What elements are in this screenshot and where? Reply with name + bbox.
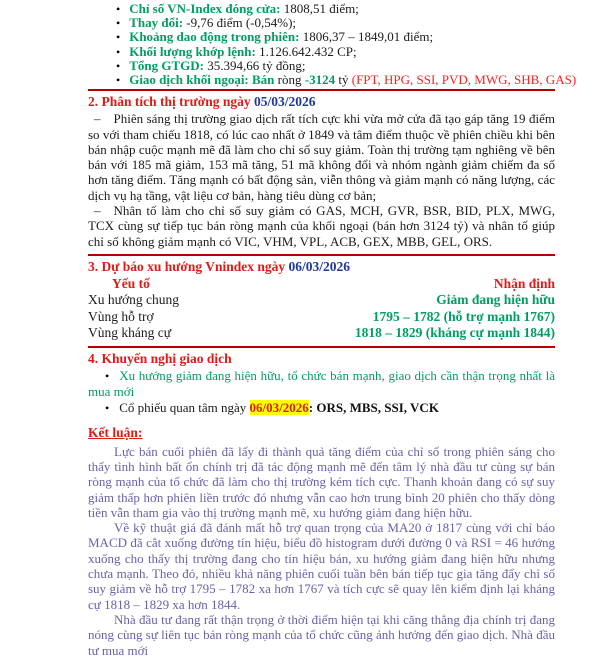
bullet-icon: • [116,44,121,59]
watchlist-date-highlight: 06/03/2026 [249,400,309,416]
table-row [88,325,555,342]
conclusion-heading: Kết luận: [88,424,143,440]
market-summary-list [88,1,577,88]
section4-heading [88,351,555,367]
foreign-net-value: -3124 [304,72,336,88]
section-divider [88,254,555,256]
watchlist-prefix: Cổ phiếu quan tâm ngày [119,400,250,416]
column-header-factor: Yếu tố [112,275,150,291]
summary-item-gtgd [116,59,555,73]
section2-title: 2. Phân tích thị trường ngày [88,94,254,110]
bullet-icon: • [116,2,121,16]
factor-cell: Vùng kháng cự [88,325,172,341]
assessment-cell: Giảm đang hiện hữu [436,292,555,308]
summary-item-range [116,30,555,44]
summary-label: Khoảng dao động trong phiên: [129,29,300,45]
bullet-icon: • [116,73,121,88]
summary-value: -9,76 điểm (-0,54%); [183,15,297,31]
bullet-icon: • [116,58,121,73]
summary-label: Giao dịch khối ngoại: Bán [129,72,275,88]
section3-heading [88,259,555,275]
summary-label: Khối lượng khớp lệnh: [129,43,256,59]
summary-label: Thay đổi: [129,15,184,31]
summary-item-foreign [116,72,577,88]
table-row [88,309,555,326]
summary-value: tỷ [335,72,352,88]
section-divider [88,89,555,91]
section2-date: 05/03/2026 [253,94,316,110]
assessment-cell: 1795 – 1782 (hỗ trợ mạnh 1767) [372,308,555,324]
summary-item-close [116,2,555,16]
bullet-icon: • [116,30,121,45]
recommendation-bullet-2 [88,400,555,417]
recommendation-bullet-1 [88,368,555,400]
analysis-paragraph-2: – Nhân tố làm cho chỉ số suy giảm có GAS, MCH, GVR, BSR, BID, PLX, MWG, TCX cùng sự tiếp tục bán ròng mạnh của khối ngoại (bán hơn 3124 tỷ) và nhân tố giúp chỉ số không giảm mạnh có VIC, VHM, VPL, ACB, GEX, MBB, GEL, ORS. [88,203,555,249]
section2-heading [88,94,555,110]
section3-date: 06/03/2026 [288,258,351,274]
watchlist-tickers: : ORS, MBS, SSI, VCK [308,400,439,416]
section-divider [88,346,555,348]
summary-label: Tổng GTGD: [129,57,204,73]
conclusion-paragraph-2: Về kỹ thuật giá đã đánh mất hỗ trợ quan trọng của MA20 ở 1817 cùng với chỉ báo MACD đã cắt xuống đường tín hiệu, biểu đồ histogram dưới đường 0 và RSI = 46 hướng xuống cho thấy thị trường đang cho tín hiệu bán, xu hướng giảm đang hiện hữu nhưng chưa mạnh. Theo đó, nhiều khả năng phiên cuối tuần bên bán tiếp tục gia tăng đẩy chỉ số suy giảm về hỗ trợ 1795 – 1782 xa hơn 1767 và tích cực sẽ quay lên kiểm định lại kháng cự 1818 – 1829 xa hơn 1844. [88,520,555,612]
summary-label: Chỉ số VN-Index đóng cửa: [129,1,281,16]
assessment-cell: 1818 – 1829 (kháng cự mạnh 1844) [354,325,555,341]
section4-title: 4. Khuyến nghị giao dịch [88,350,232,366]
conclusion-paragraph-1: Lực bán cuối phiên đã lấy đi thành quả tăng điểm của chỉ số trong phiên sáng cho thấy tình hình bất ổn chính trị đã tác động mạnh mẽ đến tâm lý nhà đầu tư cùng sự bán ròng mạnh của tổ chức đã làm cho thị trường kém tích cực. Thanh khoản đang có sự suy giảm thấp hơn phiên liền trước đó nhưng vẫn cao hơn trung bình 20 phiên cho thấy dòng tiền vẫn tham gia vào thị trường mạnh mẽ, xu hướng giảm đang hiện hữu. [88,443,555,520]
bullet-icon: • [105,368,110,383]
recommendation-text: Xu hướng giảm đang hiện hữu, tổ chức bán mạnh, giao dịch cần thận trọng nhất là mua mới [88,367,555,400]
summary-value: 1.126.642.432 CP; [255,43,357,59]
section3-title: 3. Dự báo xu hướng Vnindex ngày [88,258,289,274]
bullet-icon: • [105,401,110,416]
summary-value: 1808,51 điểm; [280,1,359,16]
forecast-table [88,276,555,342]
summary-value: 1806,37 – 1849,01 điểm; [299,29,434,45]
summary-value: 35.394,66 tỷ đồng; [203,57,306,73]
forecast-table-header [88,276,555,293]
summary-item-volume [116,45,555,59]
factor-cell: Vùng hỗ trợ [88,308,154,324]
analysis-paragraph-1: – Phiên sáng thị trường giao dịch rất tích cực khi vừa mở cửa đã tạo gáp tăng 19 điểm so với tham chiếu 1818, có lúc cao nhất ở 1849 và tâm điểm thuộc về phiên chiều khi bên bán nhập cuộc mạnh mẽ đã làm cho chỉ số suy giảm. Toàn thị trường tạm nghiêng về bên bán với 185 mã giảm, 153 mã tăng, 51 mã không đổi và nhóm ngành giảm chiếm đa số hơn tăng điểm. Tăng mạnh có bất động sản, viễn thông và giảm mạnh có năng lượng, các dịch vụ hạ tầng, vật liệu cơ bản, hàng tiêu dùng cơ bản; [88,111,555,203]
summary-item-change [116,16,555,30]
summary-value: ròng [274,72,305,88]
table-row [88,292,555,309]
foreign-tickers: (FPT, HPG, SSI, PVD, MWG, SHB, GAS) [351,72,577,88]
conclusion-paragraph-3: Nhà đầu tư đang rất thận trọng ở thời điểm hiện tại khi căng thẳng địa chính trị đang nóng cùng sự liên tục bán ròng mạnh của tổ chức cũng ảnh hưởng đến giao dịch. Nhà đầu tư mua mới [88,611,555,658]
factor-cell: Xu hướng chung [88,292,179,308]
bullet-icon: • [116,16,121,31]
column-header-assessment: Nhận định [493,275,555,291]
